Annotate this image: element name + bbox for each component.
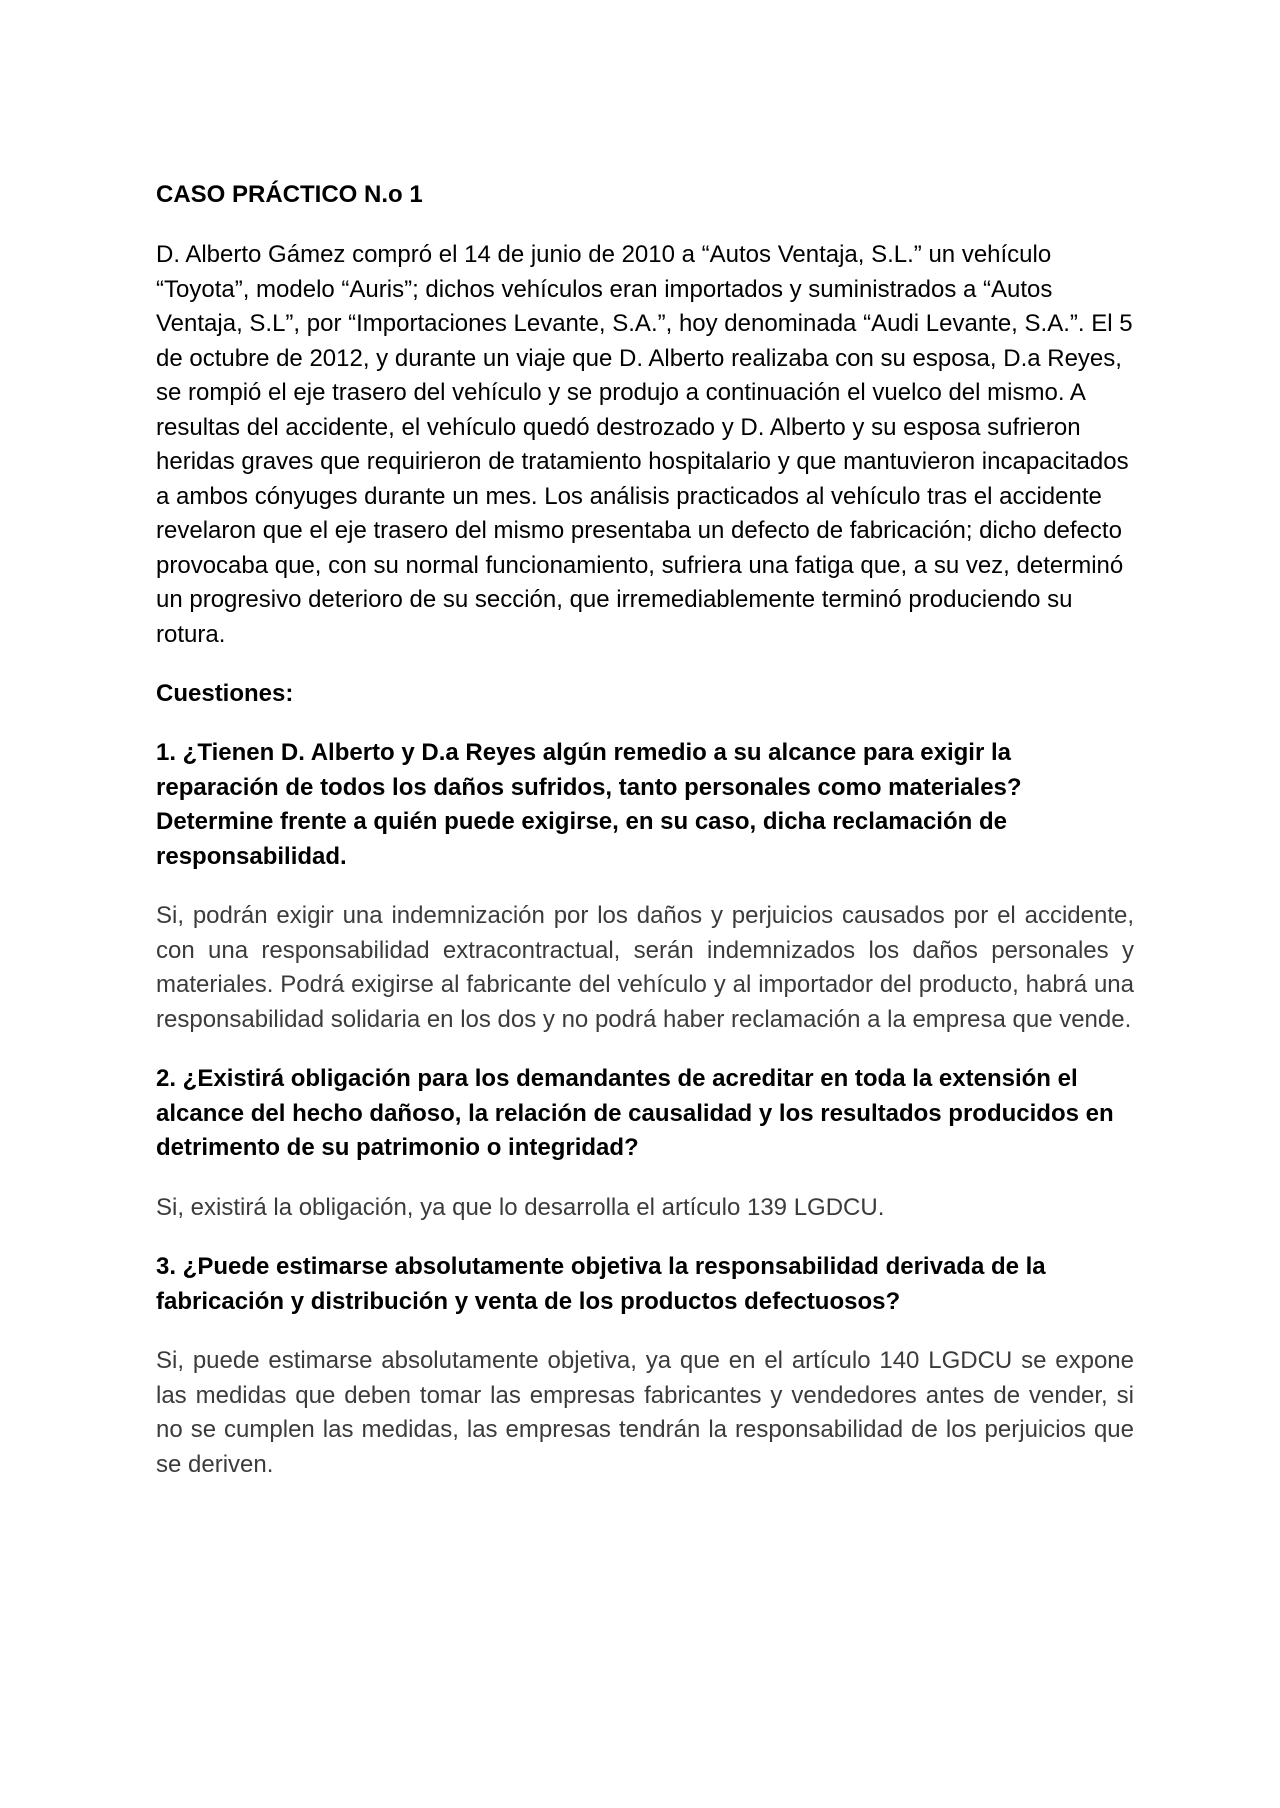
question-2: 2. ¿Existirá obligación para los demandantes de acreditar en toda la extensión el alcance del hecho dañoso, la relación de causalidad y los resultados producidos en detrimento de su patrimonio o integridad? <box>156 1065 1114 1161</box>
question-3: 3. ¿Puede estimarse absolutamente objetiva la responsabilidad derivada de la fabricación y distribución y venta de los productos defectuosos? <box>156 1253 1046 1315</box>
questions-heading: Cuestiones: <box>156 680 294 707</box>
answer-1: Si, podrán exigir una indemnización por los daños y perjuicios causados por el accidente, con una responsabilidad extracontractual, serán indemnizados los daños personales y materiales. Podrá exigirse al fabricante del vehículo y al importador del producto, habrá una responsabilidad solidaria en los dos y no podrá haber reclamación a la empresa que vende. <box>156 902 1134 1033</box>
answer-2: Si, existirá la obligación, ya que lo desarrolla el artículo 139 LGDCU. <box>156 1193 885 1221</box>
document-title: CASO PRÁCTICO N.o 1 <box>156 181 423 208</box>
question-1: 1. ¿Tienen D. Alberto y D.a Reyes algún remedio a su alcance para exigir la reparación de todos los daños sufridos, tanto personales como materiales? Determine frente a quién puede exigirse, en su caso, dicha reclamación de responsabilidad. <box>156 739 1022 870</box>
document-page <box>156 178 1134 1507</box>
case-description: D. Alberto Gámez compró el 14 de junio de 2010 a “Autos Ventaja, S.L.” un vehículo “Toyota”, modelo “Auris”; dichos vehículos eran importados y suministrados a “Autos Ventaja, S.L”, por “Importaciones Levante, S.A.”, hoy denominada “Audi Levante, S.A.”. El 5 de octubre de 2012, y durante un viaje que D. Alberto realizaba con su esposa, D.a Reyes, se rompió el eje trasero del vehículo y se produjo a continuación el vuelco del mismo. A resultas del accidente, el vehículo quedó destrozado y D. Alberto y su esposa sufrieron heridas graves que requirieron de tratamiento hospitalario y que mantuvieron incapacitados a ambos cónyuges durante un mes. Los análisis practicados al vehículo tras el accidente revelaron que el eje trasero del mismo presentaba un defecto de fabricación; dicho defecto provocaba que, con su normal funcionamiento, sufriera una fatiga que, a su vez, determinó un progresivo deterioro de su sección, que irremediablemente terminó produciendo su rotura. <box>156 241 1133 648</box>
answer-3: Si, puede estimarse absolutamente objetiva, ya que en el artículo 140 LGDCU se expone las medidas que deben tomar las empresas fabricantes y vendedores antes de vender, si no se cumplen las medidas, las empresas tendrán la responsabilidad de los perjuicios que se deriven. <box>156 1347 1134 1478</box>
